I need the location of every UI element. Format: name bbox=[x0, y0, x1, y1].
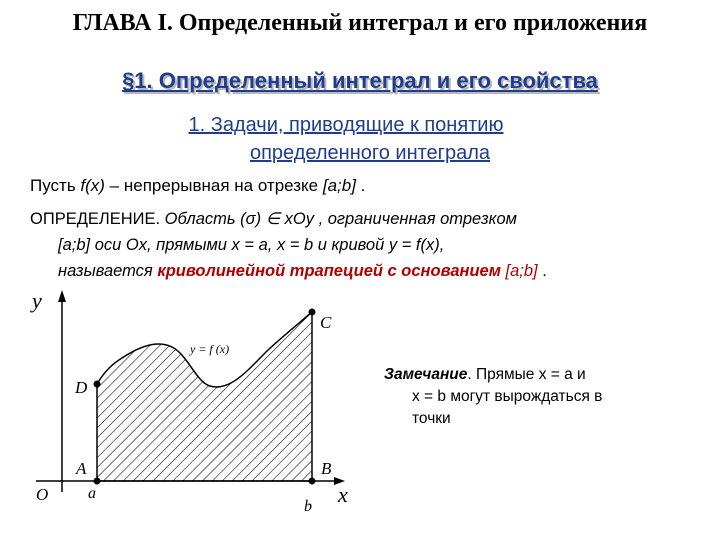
x-axis-label: x bbox=[338, 482, 348, 507]
remark-label: Замечание bbox=[384, 366, 468, 383]
intro-prefix: Пусть bbox=[30, 176, 81, 195]
label-point-d: D bbox=[75, 378, 88, 397]
label-point-c: C bbox=[320, 313, 332, 332]
y-axis-label: y bbox=[32, 288, 42, 313]
point-d bbox=[94, 381, 101, 388]
intro-segment: [a;b] bbox=[322, 176, 356, 195]
intro-suffix: . bbox=[355, 176, 366, 195]
y-axis-arrow bbox=[58, 290, 66, 302]
label-b: b bbox=[304, 498, 312, 515]
remark-line-2: x = b могут вырождаться в bbox=[412, 388, 603, 405]
label-point-b: B bbox=[321, 459, 332, 478]
definition-label: ОПРЕДЕЛЕНИЕ. bbox=[30, 210, 161, 228]
remark-line-1 bbox=[384, 364, 696, 386]
origin-label: O bbox=[36, 485, 49, 504]
remark-line-3: точки bbox=[412, 410, 451, 427]
intro-function: f(x) bbox=[80, 176, 105, 195]
definition-line-3-text: называется bbox=[58, 262, 158, 280]
remark-block bbox=[384, 364, 696, 430]
definition-segment: [a;b] bbox=[500, 262, 538, 280]
label-a: a bbox=[88, 485, 96, 502]
curve-label: y = f (x) bbox=[190, 342, 230, 356]
label-point-a: A bbox=[76, 459, 87, 478]
section-title: §1. Определенный интеграл и его свойства bbox=[122, 68, 598, 93]
subtitle-line-2: определенного интеграла bbox=[249, 142, 491, 164]
curvilinear-trapezoid bbox=[97, 312, 312, 481]
subtitle-line-1: 1. Задачи, приводящие к понятию bbox=[188, 114, 504, 136]
chapter-title: ГЛАВА I. Определенный интеграл и его приложения bbox=[72, 10, 648, 36]
definition-line-2: [a;b] оси Ox, прямыми x = a, x = b и кривой y = f(x), bbox=[58, 236, 445, 254]
point-b bbox=[309, 478, 316, 485]
definition-line-1-text: Область (σ) ∈ xOy , ограниченная отрезком bbox=[160, 210, 517, 228]
definition-end: . bbox=[537, 262, 547, 280]
remark-line-1-rest: . Прямые x = a и bbox=[467, 366, 586, 383]
point-a bbox=[94, 478, 101, 485]
intro-middle: – непрерывная на отрезке bbox=[104, 176, 323, 195]
point-c bbox=[309, 309, 316, 316]
definition-highlight: криволинейной трапецией с основанием bbox=[157, 262, 501, 280]
